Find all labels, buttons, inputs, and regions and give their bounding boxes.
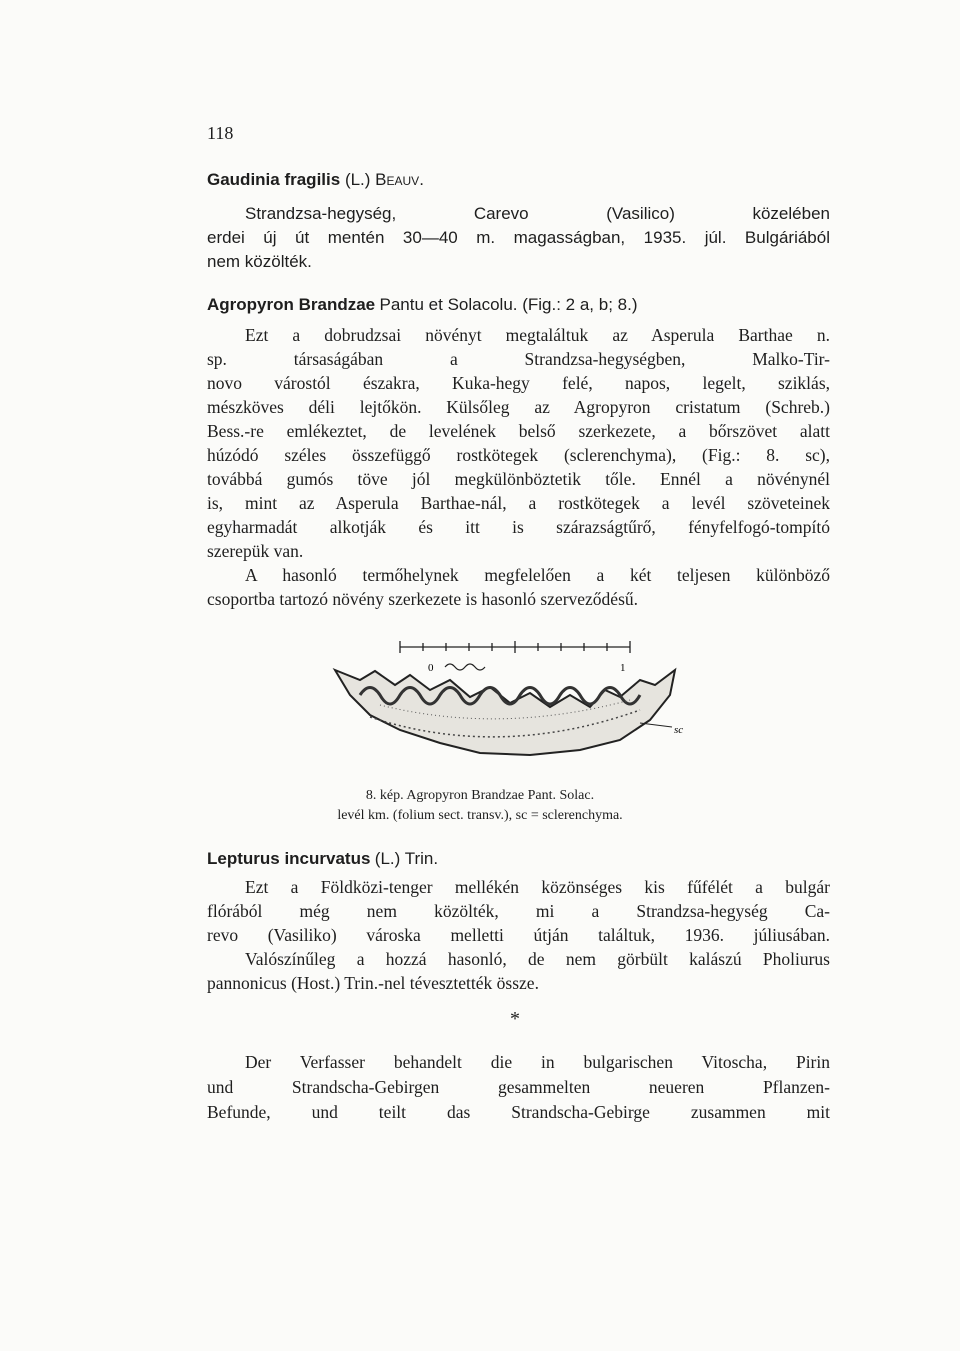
- text-line: nem közölték.: [207, 252, 312, 271]
- text-line: und Strandscha-Gebirgen gesammelten neueren Pflanzen-: [207, 1077, 830, 1097]
- text-line: Ezt a Földközi-tenger mellékén közönséges kis fűfélét a bulgár: [245, 877, 830, 897]
- figure-caption-2: levél km. (folium sect. transv.), sc = sclerenchyma.: [337, 808, 623, 823]
- text-line: Ezt a dobrudzsai növényt megtaláltuk az Asperula Barthae n.: [245, 325, 830, 345]
- scale-label-start: 0: [428, 662, 434, 674]
- scale-bar: [400, 641, 630, 653]
- leaf-cross-section-figure: [300, 635, 720, 765]
- text-line: szerepük van.: [207, 541, 304, 561]
- separator-asterisk: *: [510, 1008, 520, 1030]
- species-authority: (L.) Trin.: [374, 849, 439, 868]
- species-authority: Pantu et Solacolu. (Fig.: 2 a, b; 8.): [379, 295, 638, 314]
- text-line: novo várostól északra, Kuka-hegy felé, napos, legelt, sziklás,: [207, 373, 830, 393]
- figure-caption-1: 8. kép. Agropyron Brandzae Pant. Solac.: [365, 788, 595, 803]
- section-lepturus: [207, 846, 830, 995]
- text-line: pannonicus (Host.) Trin.-nel tévesztették össze.: [207, 973, 539, 993]
- text-line: továbbá gumós töve jól megkülönböztetik tőle. Ennél a növénynél: [207, 469, 830, 489]
- text-line: A hasonló termőhelynek megfelelően a két teljesen különböző: [245, 565, 830, 585]
- text-line: erdei új út mentén 30—40 m. magasságban, 1935. júl. Bulgáriából: [207, 228, 830, 247]
- page-number: 118: [207, 123, 234, 143]
- text-line: húzódó széles összefüggő rostkötegek (sclerenchyma), (Fig.: 8. sc),: [207, 445, 830, 465]
- sc-label: sc: [674, 724, 684, 736]
- sc-pointer: [640, 723, 672, 727]
- leaf-outline: [335, 670, 675, 755]
- section-agropyron: [207, 292, 830, 611]
- species-authority-sc: Beauv.: [375, 170, 424, 189]
- species-name: Agropyron Brandzae: [207, 295, 376, 314]
- text-line: mészköves déli lejtőkön. Külsőleg az Agropyron cristatum (Schreb.): [207, 397, 830, 417]
- species-heading: [207, 168, 830, 192]
- text-line: revo (Vasiliko) városka melletti útján találtuk, 1936. júliusában.: [207, 925, 830, 945]
- text-line: Der Verfasser behandelt die in bulgarischen Vitoscha, Pirin: [245, 1052, 830, 1072]
- species-heading: [207, 846, 830, 871]
- text-line: is, mint az Asperula Barthae-nál, a rostkötegek a levél szöveteinek: [207, 493, 830, 513]
- text-line: Befunde, und teilt das Strandscha-Gebirge zusammen mit: [207, 1102, 830, 1122]
- species-heading: [207, 292, 830, 317]
- text-line: egyharmadát alkotják és itt is szárazságtűrő, fényfelfogó-tompító: [207, 517, 830, 537]
- text-line: sp. társaságában a Strandzsa-hegységben, Malko-Tir-: [207, 349, 830, 369]
- text-line: Bess.-re emlékeztet, de levelének belső szerkezete, a bőrszövet alatt: [207, 421, 830, 441]
- german-summary: [207, 1050, 830, 1125]
- scale-squiggle: [445, 664, 485, 670]
- section-gaudinia: [207, 168, 830, 274]
- text-line: csoportba tartozó növény szerkezete is hasonló szerveződésű.: [207, 589, 639, 609]
- text-line: Valószínűleg a hozzá hasonló, de nem görbült kalászú Pholiurus: [245, 949, 830, 969]
- scale-label-end: 1: [620, 662, 626, 674]
- species-name: Gaudinia fragilis: [207, 170, 341, 189]
- text-line: Strandzsa-hegység, Carevo (Vasilico) közelében: [245, 204, 830, 223]
- species-authority: (L.): [344, 170, 371, 189]
- species-name: Lepturus incurvatus: [207, 849, 371, 868]
- text-line: flórából még nem közölték, mi a Strandzsa-hegység Ca-: [207, 901, 830, 921]
